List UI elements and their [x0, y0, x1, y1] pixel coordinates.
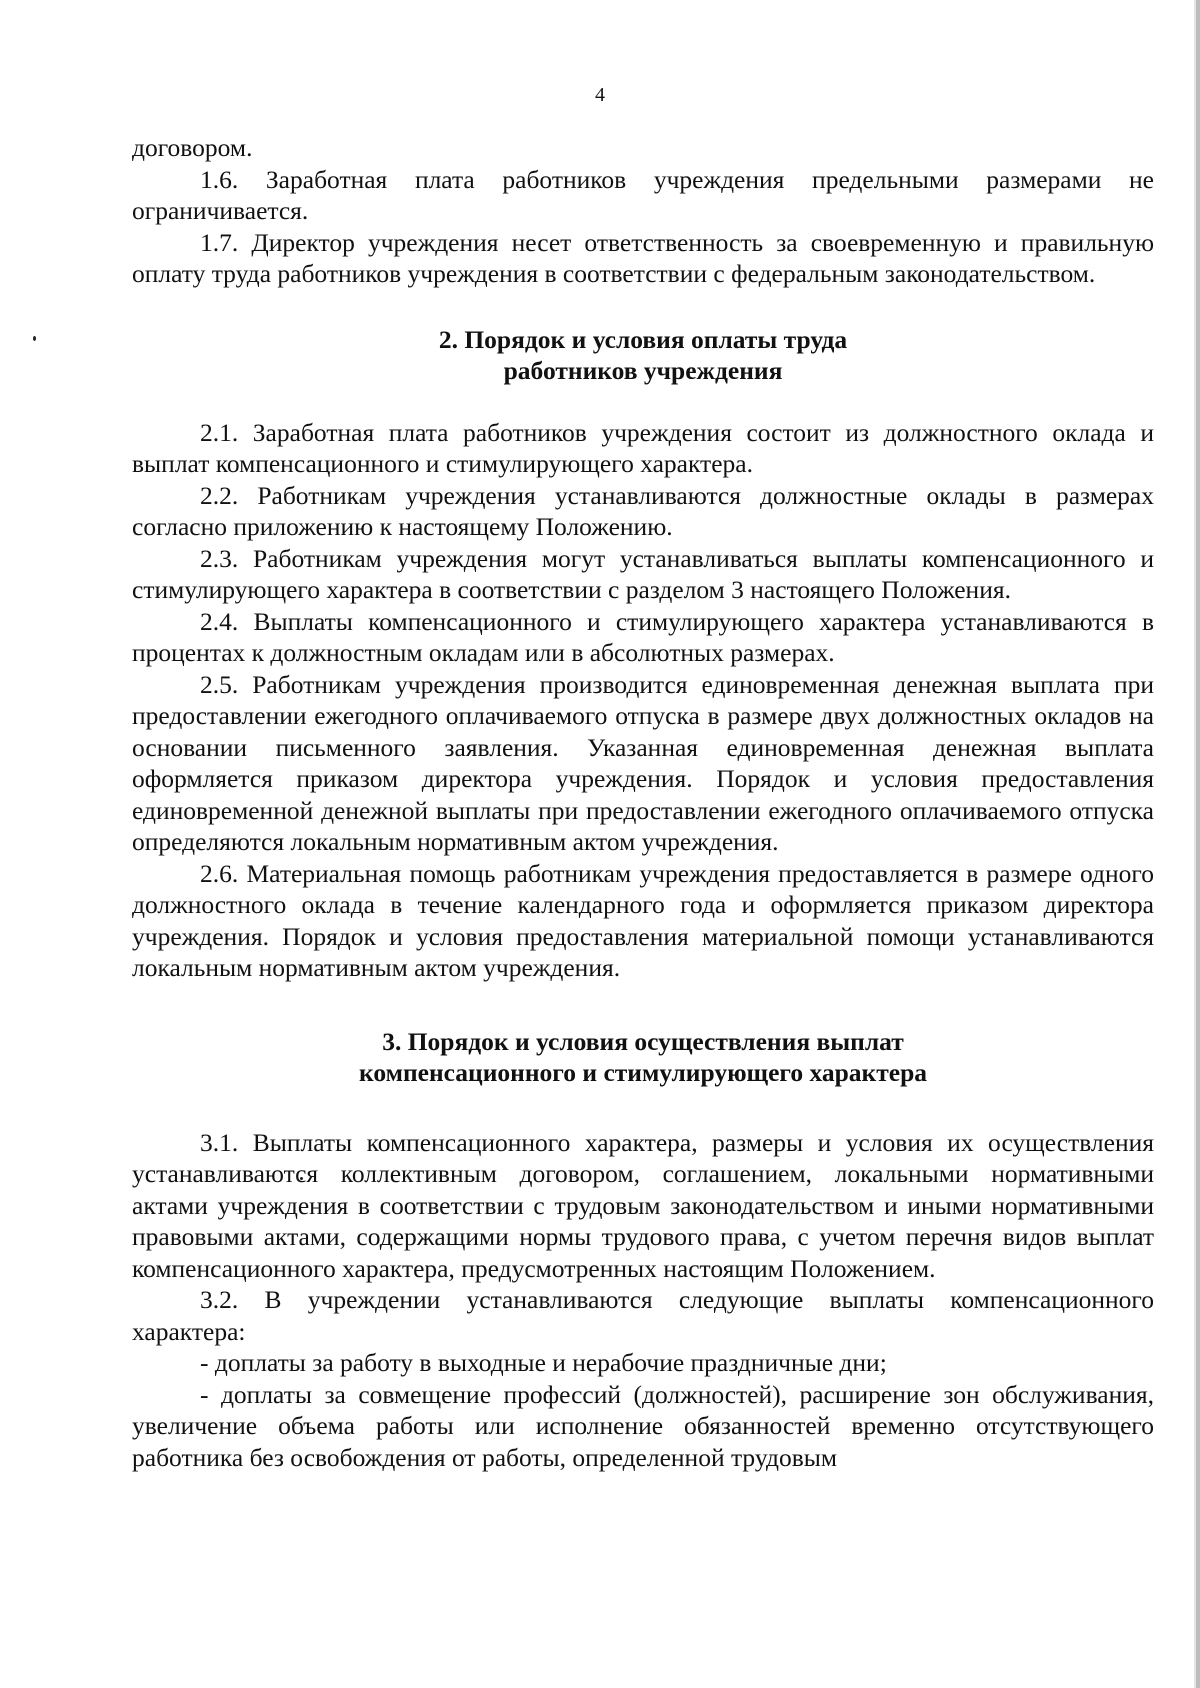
paragraph-3-2: 3.2. В учреждении устанавливаются следующие выплаты компенсационного характера: — [132, 1285, 1154, 1346]
paragraph-1-7: 1.7. Директор учреждения несет ответственность за своевременную и правильную оплату труда работников учреждения в соответствии с федеральным законодательством. — [132, 227, 1154, 288]
paragraph-2-3: 2.3. Работникам учреждения могут устанавливаться выплаты компенсационного и стимулирующего характера в соответствии с разделом 3 настоящего Положения. — [132, 543, 1154, 604]
paragraph-2-6: 2.6. Материальная помощь работникам учреждения предоставляется в размере одного должностного оклада в течение календарного года и оформляется приказом директора учреждения. Порядок и условия предоставления материальной помощи устанавливаются локальным нормативным актом учреждения. — [132, 858, 1154, 982]
scan-speck — [33, 336, 36, 341]
paragraph-2-5: 2.5. Работникам учреждения производится единовременная денежная выплата при предоставлении ежегодного оплачиваемого отпуска в размере двух должностных окладов на основании письменного заявления. Указанная единовременная денежная выплата оформляется приказом директора учреждения. Порядок и условия предоставления единовременной денежной выплаты при предоставлении ежегодного оплачиваемого отпуска определяются локальным нормативным актом учреждения. — [132, 669, 1154, 856]
paragraph-3-1: 3.1. Выплаты компенсационного характера, размеры и условия их осуществления устанавливаются коллективным договором, соглашением, локальными нормативными актами учреждения в соответствии с трудовым законодательством и иными нормативными правовыми актами, содержащими нормы трудового права, с учетом перечня видов выплат компенсационного характера, предусмотренных настоящим Положением. — [132, 1127, 1154, 1283]
section-2-heading-line-1: 2. Порядок и условия оплаты труда — [438, 324, 848, 354]
continuation-text: договором. — [132, 133, 253, 162]
list-item-1: - доплаты за работу в выходные и нерабочие праздничные дни; — [200, 1348, 887, 1377]
paragraph-2-1: 2.1. Заработная плата работников учреждения состоит из должностного оклада и выплат компенсационного и стимулирующего характера. — [132, 417, 1154, 478]
section-2-heading-line-2: работников учреждения — [503, 356, 783, 385]
paragraph-2-2: 2.2. Работникам учреждения устанавливаются должностные оклады в размерах согласно приложению к настоящему Положению. — [132, 480, 1154, 541]
document-body — [132, 132, 1154, 1473]
page-edge — [1196, 0, 1200, 1688]
section-3-heading-line-1: 3. Порядок и условия осуществления выплат — [382, 1026, 904, 1056]
list-item-2: - доплаты за совмещение профессий (должностей), расширение зон обслуживания, увеличение объема работы или исполнение обязанностей временно отсутствующего работника без освобождения от работы, определенной трудовым — [132, 1379, 1154, 1472]
paragraph-1-6: 1.6. Заработная плата работников учреждения предельными размерами не ограничивается. — [132, 164, 1154, 225]
paragraph-2-4: 2.4. Выплаты компенсационного и стимулирующего характера устанавливаются в процентах к должностным окладам или в абсолютных размерах. — [132, 606, 1154, 667]
page-number: 4 — [595, 84, 605, 106]
section-3-heading-line-2: компенсационного и стимулирующего характера — [358, 1058, 928, 1087]
